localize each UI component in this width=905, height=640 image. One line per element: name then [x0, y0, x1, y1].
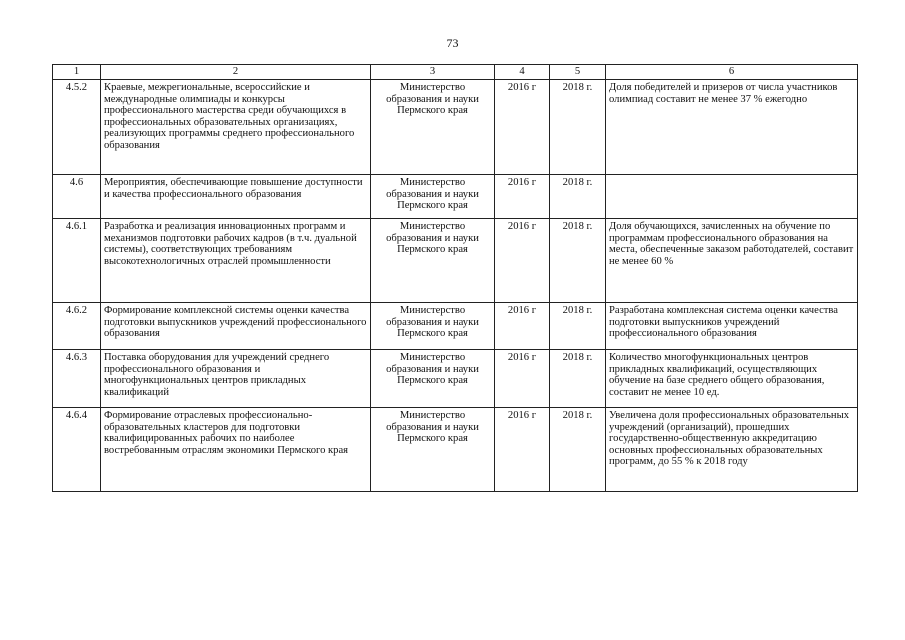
indicator: Доля обучающихся, зачисленных на обучение по программам профессионального образования на места, обеспеченные заказом работодателей, составит не менее 60 %: [606, 219, 858, 303]
column-header-2: 2: [101, 65, 371, 80]
column-header-1: 1: [53, 65, 101, 80]
indicator: Доля победителей и призеров от числа участников олимпиад составит не менее 37 % ежегодно: [606, 80, 858, 175]
activity-name: Мероприятия, обеспечивающие повышение доступности и качества профессионального образования: [101, 175, 371, 219]
row-number: 4.6.1: [53, 219, 101, 303]
end-year: 2018 г.: [550, 219, 606, 303]
executor: Министерство образования и науки Пермского края: [371, 80, 495, 175]
table-row: [53, 219, 858, 303]
table-row: [53, 350, 858, 408]
start-year: 2016 г: [495, 80, 550, 175]
activity-name: Формирование комплексной системы оценки качества подготовки выпускников учреждений профессионального образования: [101, 303, 371, 350]
activity-name: Разработка и реализация инновационных программ и механизмов подготовки рабочих кадров (в т.ч. дуальной системы), соответствующих требованиям высокотехнологичных отраслей промышленности: [101, 219, 371, 303]
executor: Министерство образования и науки Пермского края: [371, 408, 495, 492]
indicator: Увеличена доля профессиональных образовательных учреждений (организаций), прошедших государственно-общественную аккредитацию основных профессиональных образовательных программ, до 55 % к 2018 году: [606, 408, 858, 492]
start-year: 2016 г: [495, 219, 550, 303]
table-row: [53, 175, 858, 219]
end-year: 2018 г.: [550, 175, 606, 219]
column-header-6: 6: [606, 65, 858, 80]
row-number: 4.6.2: [53, 303, 101, 350]
column-header-4: 4: [495, 65, 550, 80]
end-year: 2018 г.: [550, 408, 606, 492]
table-row: [53, 303, 858, 350]
row-number: 4.6.3: [53, 350, 101, 408]
activity-name: Поставка оборудования для учреждений среднего профессионального образования и многофункциональных центров прикладных квалификаций: [101, 350, 371, 408]
start-year: 2016 г: [495, 350, 550, 408]
start-year: 2016 г: [495, 408, 550, 492]
column-header-3: 3: [371, 65, 495, 80]
table-header-row: [53, 65, 858, 80]
executor: Министерство образования и науки Пермского края: [371, 303, 495, 350]
activity-name: Краевые, межрегиональные, всероссийские и международные олимпиады и конкурсы профессионального мастерства среди обучающихся в профессиональных образовательных организациях, реализующих программы среднего профессионального образования: [101, 80, 371, 175]
end-year: 2018 г.: [550, 303, 606, 350]
table-row: [53, 408, 858, 492]
start-year: 2016 г: [495, 175, 550, 219]
page-number: 73: [446, 36, 459, 50]
executor: Министерство образования и науки Пермского края: [371, 175, 495, 219]
end-year: 2018 г.: [550, 80, 606, 175]
row-number: 4.6.4: [53, 408, 101, 492]
executor: Министерство образования и науки Пермского края: [371, 350, 495, 408]
indicator: Количество многофункциональных центров прикладных квалификаций, осуществляющих обучение на базе среднего общего образования, составит не менее 10 ед.: [606, 350, 858, 408]
indicator: [606, 175, 858, 219]
indicator: Разработана комплексная система оценки качества подготовки выпускников учреждений профессионального образования: [606, 303, 858, 350]
column-header-5: 5: [550, 65, 606, 80]
activity-name: Формирование отраслевых профессионально-образовательных кластеров для подготовки квалифицированных рабочих по наиболее востребованным отраслям экономики Пермского края: [101, 408, 371, 492]
start-year: 2016 г: [495, 303, 550, 350]
row-number: 4.6: [53, 175, 101, 219]
activities-table: [52, 64, 858, 492]
end-year: 2018 г.: [550, 350, 606, 408]
executor: Министерство образования и науки Пермского края: [371, 219, 495, 303]
table-row: [53, 80, 858, 175]
row-number: 4.5.2: [53, 80, 101, 175]
